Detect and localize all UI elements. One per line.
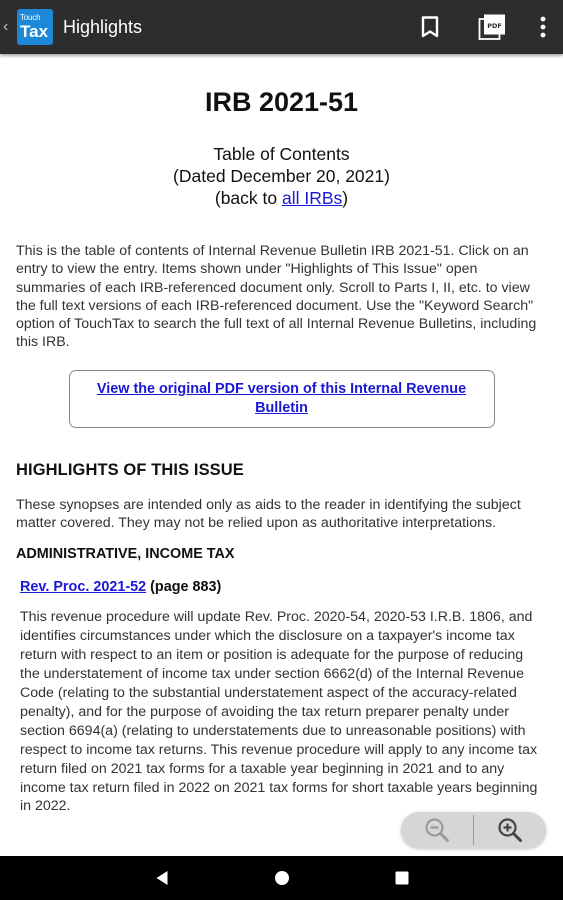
pdf-icon xyxy=(478,14,506,40)
nav-recents-icon xyxy=(395,871,409,885)
nav-home-icon xyxy=(274,870,290,886)
pdf-button[interactable] xyxy=(461,0,523,54)
toc-header xyxy=(0,143,563,209)
nav-back-button[interactable] xyxy=(102,856,222,900)
view-pdf-link[interactable]: View the original PDF version of this Internal Revenue Bulletin xyxy=(96,380,467,416)
logo-line1: Touch xyxy=(20,13,41,22)
all-irbs-link[interactable]: all IRBs xyxy=(282,188,343,208)
pdf-icon-text: PDF xyxy=(487,22,502,30)
pdf-link-box[interactable] xyxy=(69,370,495,428)
overflow-menu-icon xyxy=(540,16,546,38)
nav-back-icon xyxy=(155,870,169,886)
document-view[interactable] xyxy=(0,54,563,856)
zoom-in-button[interactable] xyxy=(474,812,546,848)
appbar-actions xyxy=(399,0,563,54)
appbar-title: Highlights xyxy=(63,16,143,37)
bookmark-button[interactable] xyxy=(399,0,461,54)
back-prefix: (back to xyxy=(214,188,282,208)
rev-proc-link[interactable]: Rev. Proc. 2021-52 xyxy=(20,579,147,596)
back-suffix: ) xyxy=(342,188,349,208)
intro-paragraph: This is the table of contents of Internal Revenue Bulletin IRB 2021-51. Click on an entry to view the entry. Items shown under "Highlights of This Issue" open summaries of each IRB-referenced document only. Scroll to Parts I, II, etc. to view the full text versions of each IRB-referenced document. Use the "Keyword Search" option of TouchTax to search the full text of all Internal Revenue Bulletins, including this IRB. xyxy=(16,243,537,351)
toc-dated: (Dated December 20, 2021) xyxy=(173,166,390,186)
item-summary: This revenue procedure will update Rev. Proc. 2020-54, 2020-53 I.R.B. 1806, and identifies circumstances under which the disclosure on a taxpayer's income tax return with respect to an item or position is adequate for the purpose of reducing the understatement of income tax under section 6662(d) of the Internal Revenue Code (relating to the substantial understatement aspect of the accuracy-related penalty), and for the purpose of avoiding the tax return preparer penalty under section 6694(a) (relating to understatements due to unreasonable positions) with respect to income tax returns. This revenue procedure will apply to any income tax return filed on 2021 tax forms for a taxable year beginning in 2021 and to any income tax return filed in 2022 on 2021 tax forms for short taxable years beginning in 2022. xyxy=(20,609,538,815)
app-bar xyxy=(0,0,563,54)
zoom-out-button[interactable] xyxy=(401,812,473,848)
item-page: (page 883) xyxy=(146,579,222,596)
nav-recents-button[interactable] xyxy=(342,856,462,900)
toc-label: Table of Contents xyxy=(213,144,350,164)
zoom-in-icon xyxy=(497,817,523,843)
logo-line2: Tax xyxy=(20,22,49,41)
zoom-control xyxy=(401,812,546,848)
overflow-menu-button[interactable] xyxy=(523,0,563,54)
synopsis-note: These synopses are intended only as aids to the reader in identifying the subject matter covered. They may not be relied upon as authoritative interpretations. xyxy=(16,496,521,532)
zoom-out-icon xyxy=(424,817,450,843)
highlights-heading: HIGHLIGHTS OF THIS ISSUE xyxy=(16,460,244,479)
system-nav-bar xyxy=(0,856,563,900)
nav-home-button[interactable] xyxy=(222,856,342,900)
back-chevron-icon[interactable]: ‹ xyxy=(3,18,9,35)
item-entry xyxy=(20,579,543,595)
category-heading: ADMINISTRATIVE, INCOME TAX xyxy=(16,546,235,563)
document-title: IRB 2021-51 xyxy=(204,87,359,117)
touchtax-logo-icon[interactable] xyxy=(17,9,53,45)
bookmark-icon xyxy=(421,16,439,38)
back-line xyxy=(0,187,563,209)
